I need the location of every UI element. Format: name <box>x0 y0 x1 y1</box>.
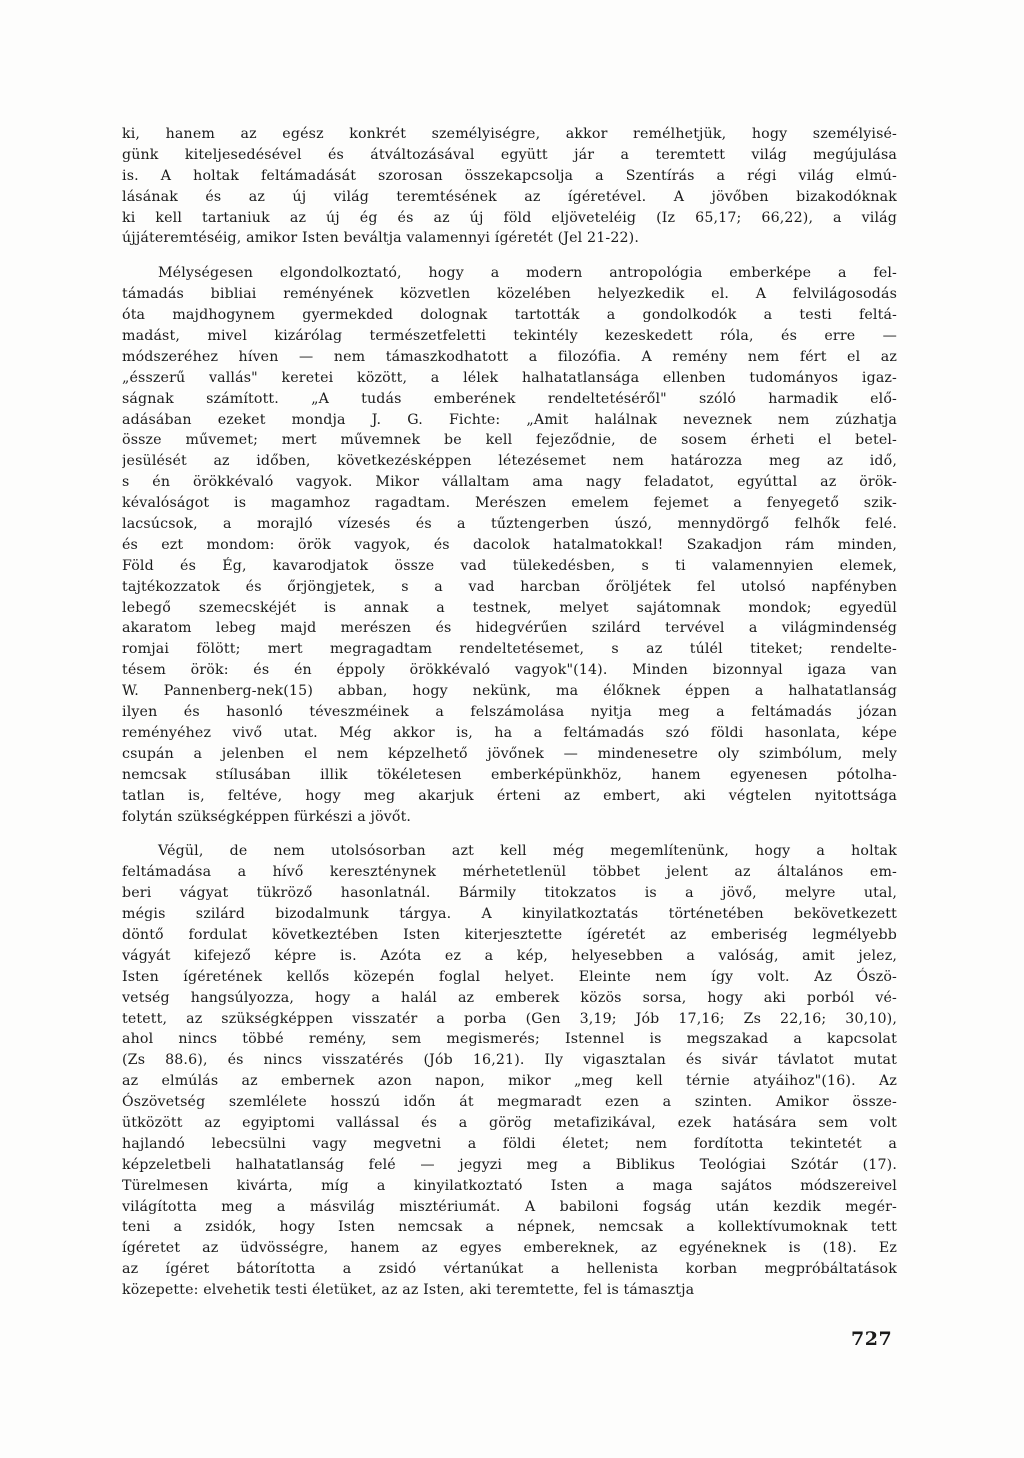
text-line: adásában ezeket mondja J. G. Fichte: „Amit halálnak neveznek nem zúzhatja <box>122 411 897 428</box>
text-line: ilyen és hasonló téveszméinek a felszámolása nyitja meg a feltámadás józan <box>122 704 897 721</box>
paragraph <box>122 124 897 249</box>
text-line: össze művemet; mert művemnek be kell fejeződnie, de sosem érheti el betel- <box>122 432 897 449</box>
text-line: óta majdhogynem gyermekded dolognak tartották a gondolkodók a testi feltá- <box>122 307 897 324</box>
body-text <box>122 124 897 1301</box>
text-line: beri vágyat tükröző hasonlatnál. Bármily titokzatos is a jövő, melyre utal, <box>122 885 897 902</box>
text-line: Türelmesen kivárta, míg a kinyilatkoztató Isten a maga sajátos módszereivel <box>122 1177 897 1194</box>
text-line: akaratom lebeg majd merészen és hidegvérűen szilárd tervével a világmindenség <box>122 620 897 637</box>
text-line: Föld és Ég, kavarodjatok össze vad tülekedésben, s ti valamennyien elemek, <box>122 557 897 574</box>
text-line: reményéhez vivő utat. Még akkor is, ha a feltámadás szó földi hasonlata, képe <box>122 724 897 741</box>
text-line: lásának és az új világ teremtésének az ígéretével. A jövőben bizakodóknak <box>122 188 897 205</box>
paragraph-gap <box>122 827 897 841</box>
text-line: jesülését az időben, következésképpen létezésemet nem határozza meg az idő, <box>122 453 897 470</box>
text-line: ahol nincs többé remény, sem megismerés; Istennel is megszakad a kapcsolat <box>122 1031 897 1048</box>
text-line: folytán szükségképpen fürkészi a jövőt. <box>122 808 412 825</box>
text-line: mégis szilárd bizodalmunk tárgya. A kinyilatkoztatás történetében bekövetkezett <box>122 906 897 923</box>
text-line: tatlan is, feltéve, hogy meg akarjuk érteni az embert, aki végtelen nyitottsága <box>122 787 897 804</box>
text-line: módszeréhez híven — nem támaszkodhatott a filozófia. A remény nem fért el az <box>122 348 897 365</box>
text-line: romjai fölött; mert megragadtam rendeltetésemet, s az túlél titeket; rendelte- <box>122 641 897 658</box>
text-line: (Zs 88.6), és nincs visszatérés (Jób 16,21). Ily vigasztalan és sivár távlatot mutat <box>122 1052 897 1069</box>
text-line: ígéretet az üdvösségre, hanem az egyes embereknek, az egyéneknek is (18). Ez <box>122 1240 897 1257</box>
text-line: közepette: elvehetik testi életüket, az az Isten, aki teremtette, fel is támasztja <box>122 1282 695 1299</box>
text-line: támadás bibliai reményének közvetlen közelében helyezkedik el. A felvilágosodás <box>122 286 897 303</box>
text-line: ki, hanem az egész konkrét személyiségre, akkor remélhetjük, hogy személyisé- <box>122 126 897 142</box>
text-line: nemcsak stílusában illik tökéletesen emberképünkhöz, hanem egyenesen pótolha- <box>122 766 897 783</box>
text-line: vágyát kifejező képre is. Azóta ez a kép, helyesebben a valóság, amit jelez, <box>122 947 897 964</box>
text-line: hajlandó lebecsülni vagy megvetni a földi életet; nem fordította tekintetét a <box>122 1135 897 1152</box>
text-line: ki kell tartaniuk az új ég és az új föld eljöveteléig (Iz 65,17; 66,22), a világ <box>122 209 897 226</box>
paragraph <box>122 263 897 827</box>
text-line: tajtékozzatok és őrjöngjetek, s a vad harcban őröljétek fel utolsó napfényben <box>122 578 897 595</box>
paragraph <box>122 841 897 1301</box>
text-line: döntő fordulat következtében Isten kiterjesztette ígéretét az emberiség legmélyebb <box>122 926 897 943</box>
text-line: ságnak számított. „A tudás emberének rendeltetéséről" szóló harmadik elő- <box>122 390 897 407</box>
text-line: Ószövetség szemlélete hosszú időn át megmaradt ezen a szinten. Amikor össze- <box>122 1094 897 1111</box>
text-line: teni a zsidók, hogy Isten nemcsak a népnek, nemcsak a kollektívumoknak tett <box>122 1219 897 1236</box>
page-number: 727 <box>851 1328 893 1350</box>
text-line: világította meg a másvilág misztériumát. A babiloni fogság után kezdik megér- <box>122 1198 897 1215</box>
text-line: günk kiteljesedésével és átváltozásával együtt jár a teremtett világ megújulása <box>122 146 897 163</box>
text-line: képzeletbeli halhatatlanság felé — jegyzi meg a Biblikus Teológiai Szótár (17). <box>122 1156 897 1173</box>
text-line: tetett, az szükségképpen visszatér a porba (Gen 3,19; Jób 17,16; Zs 22,16; 30,10), <box>122 1010 897 1027</box>
text-line: csupán a jelenben el nem képzelhető jövőnek — mindenesetre oly szimbólum, mely <box>122 745 897 762</box>
text-line: Mélységesen elgondolkoztató, hogy a modern antropológia emberképe a fel- <box>158 265 897 282</box>
text-line: s én örökkévaló vagyok. Mikor vállaltam ama nagy feladatot, egyúttal az örök- <box>122 474 897 491</box>
text-line: Végül, de nem utolsósorban azt kell még megemlítenünk, hogy a holtak <box>158 843 897 860</box>
text-line: Isten ígéretének kellős közepén foglal helyet. Eleinte nem így volt. Az Ószö- <box>122 968 897 985</box>
text-line: „ésszerű vallás" keretei között, a lélek halhatatlansága ellenben tudományos igaz- <box>122 369 897 386</box>
text-line: lebegő szemecskéjét is annak a testnek, melyet sajátomnak mondok; egyedül <box>122 599 897 616</box>
text-line: is. A holtak feltámadását szorosan összekapcsolja a Szentírás a régi világ elmú- <box>122 167 897 184</box>
text-line: és ezt mondom: örök vagyok, és dacolok hatalmatokkal! Szakadjon rám minden, <box>122 536 897 553</box>
text-line: kévalóságot is magamhoz ragadtam. Merészen emelem fejemet a fenyegető szik- <box>122 495 897 512</box>
text-line: az ígéret bátorította a zsidó vértanúkat a hellenista korban megpróbáltatások <box>122 1261 897 1278</box>
text-line: az elmúlás az embernek azon napon, mikor „meg kell térnie atyáihoz"(16). Az <box>122 1073 897 1090</box>
text-line: madást, mivel kizárólag természetfeletti tekintély kezeskedett róla, és erre — <box>122 328 897 345</box>
paragraph-gap <box>122 249 897 263</box>
text-line: tésem örök: és én éppoly örökkévaló vagyok"(14). Minden bizonnyal igaza van <box>122 662 897 679</box>
text-line: W. Pannenberg-nek(15) abban, hogy nekünk, ma élőknek éppen a halhatatlanság <box>122 683 897 700</box>
text-line: feltámadása a hívő kereszténynek mérhetetlenül többet jelent az általános em- <box>122 864 897 881</box>
text-line: újjáteremtéséig, amikor Isten beváltja valamennyi ígéretét (Jel 21-22). <box>122 230 640 247</box>
text-line: ütközött az egyiptomi vallással és a görög metafizikával, ezek hatására sem volt <box>122 1114 897 1131</box>
text-line: vetség hangsúlyozza, hogy a halál az emberek közös sorsa, hogy aki porból vé- <box>122 989 897 1006</box>
text-line: lacsúcsok, a morajló vízesés és a tűztengerben úszó, mennydörgő felhők felé. <box>122 516 897 533</box>
